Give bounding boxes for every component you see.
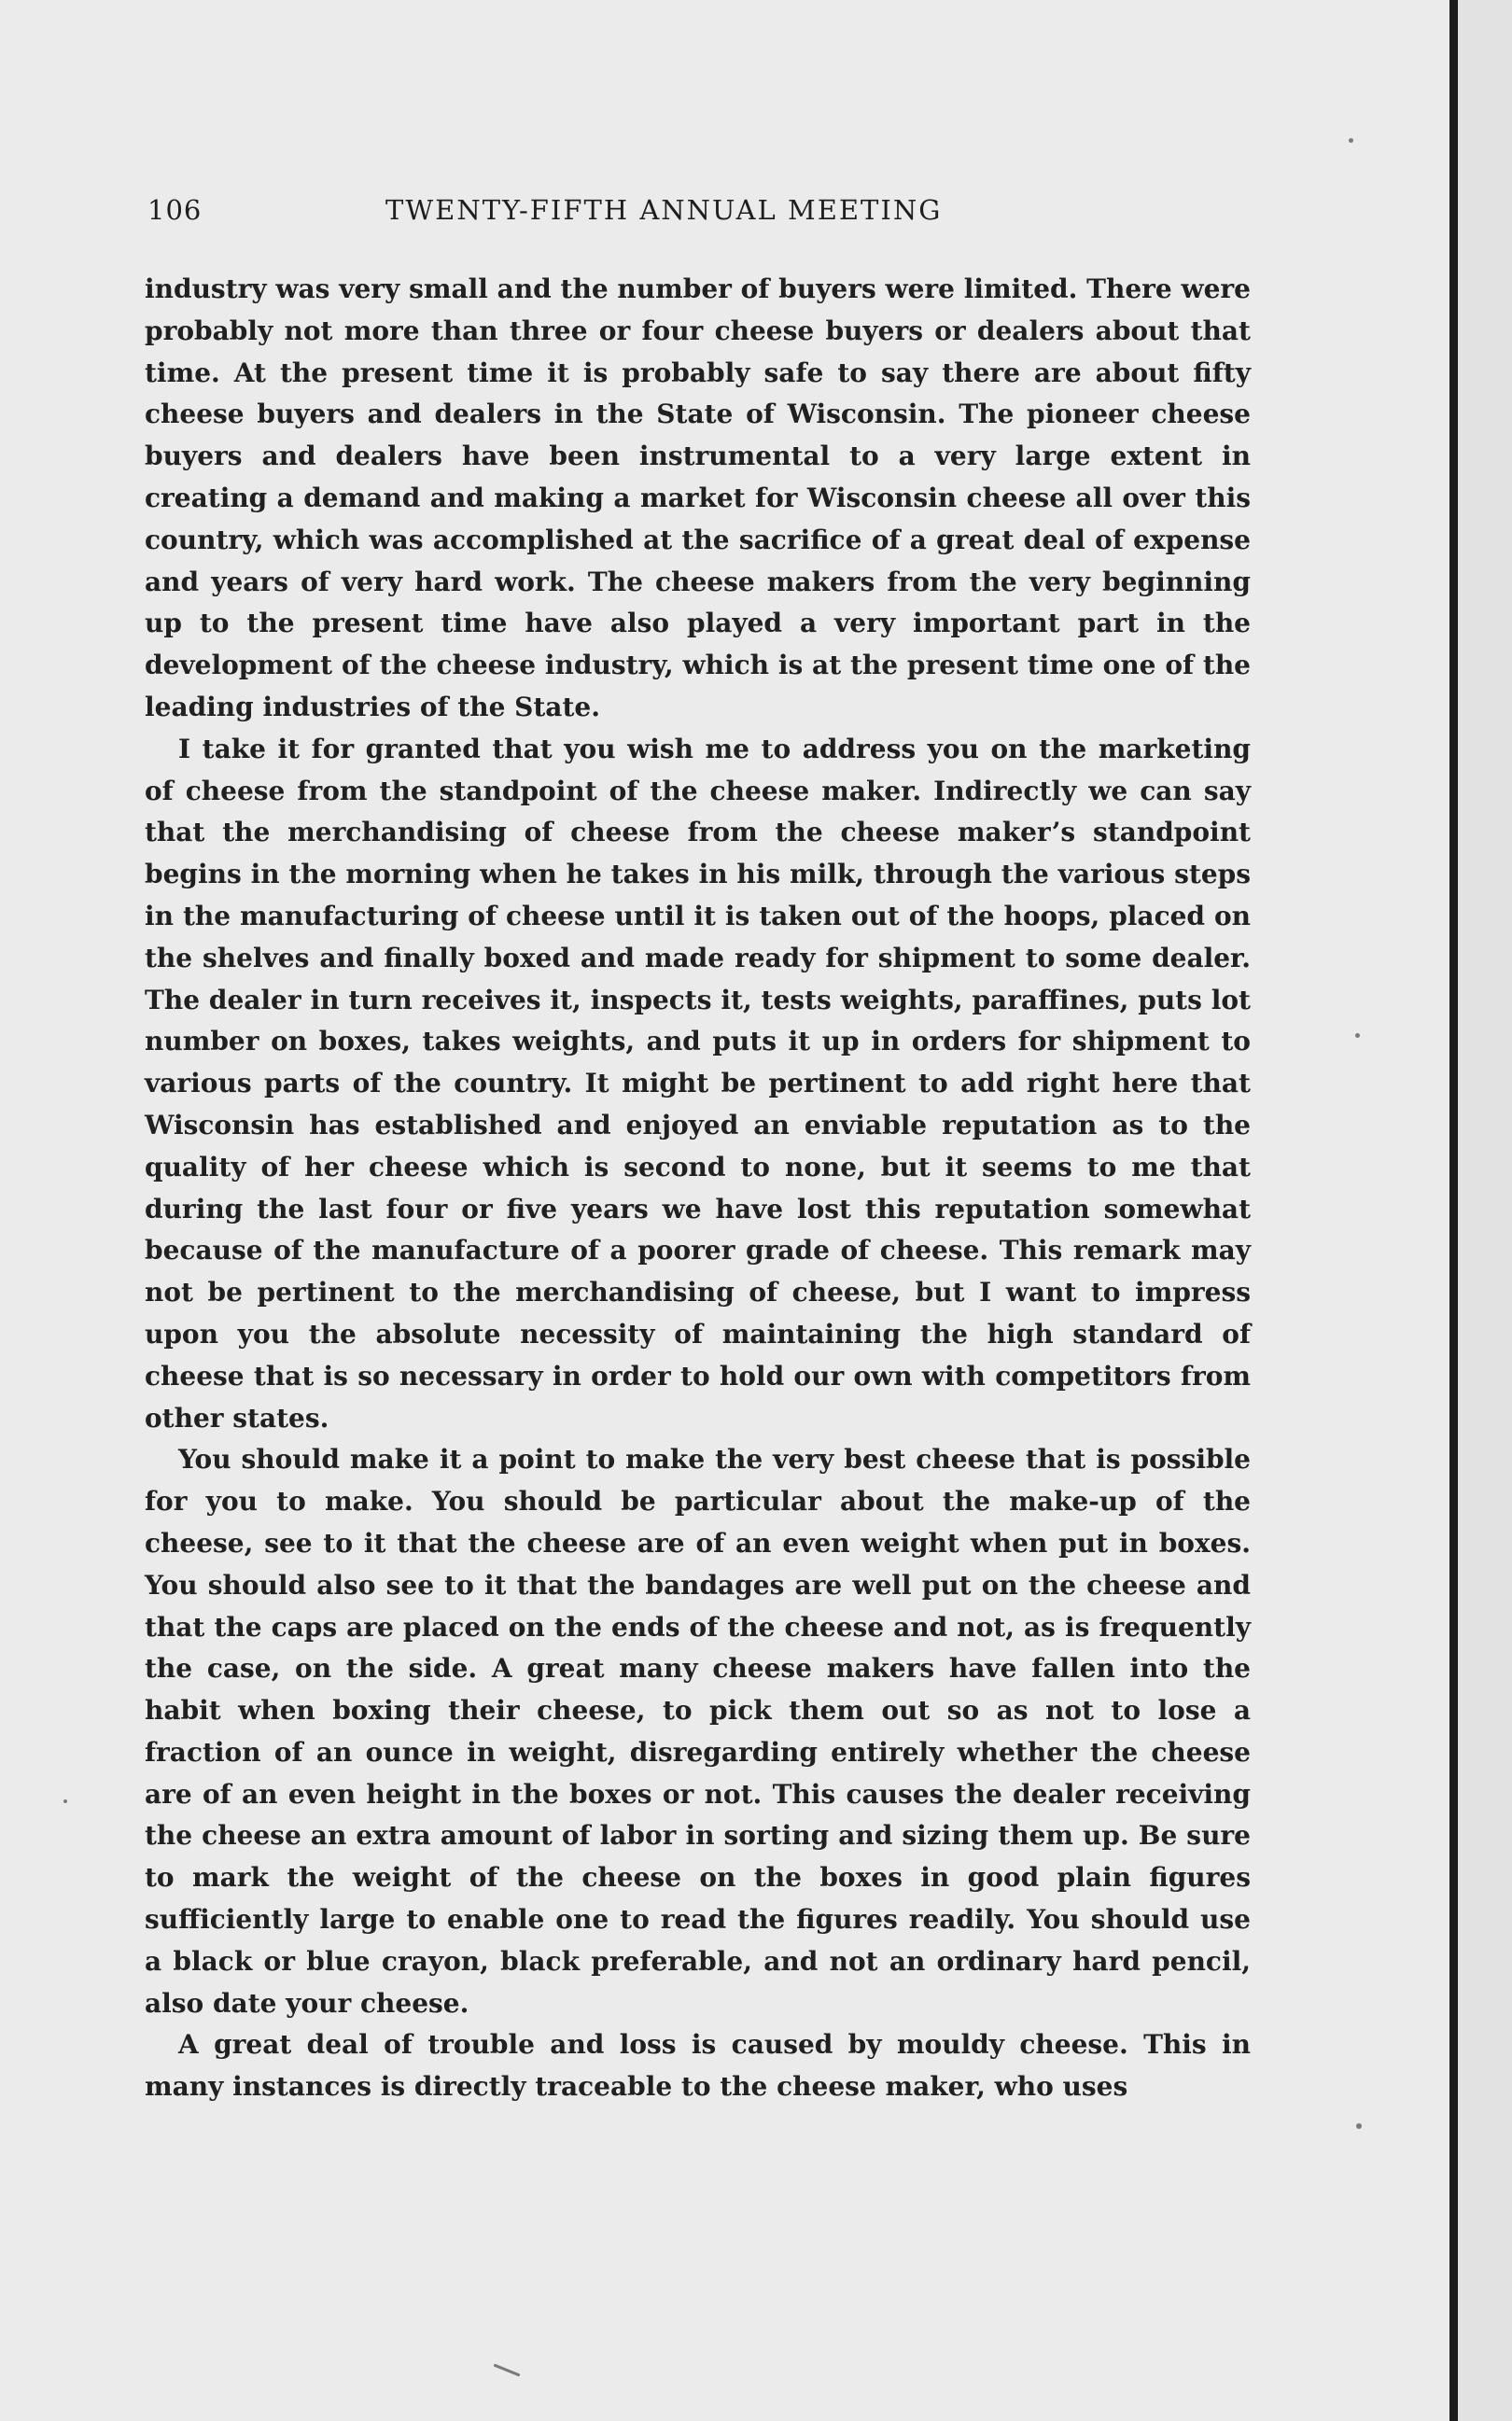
facing-page-margin (1458, 0, 1512, 2421)
paper-speck (63, 1799, 67, 1803)
body-text (145, 269, 1251, 2108)
paragraph-2: I take it for granted that you wish me to address you on the marketing of cheese from the standpoint of the cheese maker. Indirectly we can say that the merchandising of cheese from the cheese maker’s standpoint begins in the morning when he takes in his milk, through the various steps in the manufacturing of cheese until it is taken out of the hoops, placed on the shelves and finally boxed and made ready for shipment to some dealer. The dealer in turn receives it, inspects it, tests weights, paraffines, puts lot number on boxes, takes weights, and puts it up in orders for shipment to various parts of the country. It might be pertinent to add right here that Wisconsin has established and enjoyed an enviable reputation as to the quality of her cheese which is second to none, but it seems to me that during the last four or five years we have lost this reputation somewhat because of the manufacture of a poorer grade of cheese. This remark may not be pertinent to the merchandising of cheese, but I want to impress upon you the absolute necessity of maintaining the high standard of cheese that is so necessary in order to hold our own with competitors from other states. (145, 733, 1251, 1434)
paragraph-4: A great deal of trouble and loss is caused by mouldy cheese. This in many instances is directly traceable to the cheese maker, who uses (145, 2029, 1251, 2103)
paper-speck (1349, 138, 1353, 143)
paragraph-1: industry was very small and the number of buyers were limited. There were probably not more than three or four cheese buyers or dealers about that time. At the present time it is probably safe to say there are about fifty cheese buyers and dealers in the State of Wisconsin. The pioneer cheese buyers and dealers have been instrumental to a very large extent in creating a demand and making a market for Wisconsin cheese all over this country, which was accomplished at the sacrifice of a great deal of expense and years of very hard work. The cheese makers from the very beginning up to the present time have also played a very important part in the development of the cheese industry, which is at the present time one of the leading industries of the State. (145, 273, 1251, 722)
paper-speck (1356, 2123, 1362, 2129)
running-head: TWENTY-FIFTH ANNUAL MEETING (385, 194, 943, 226)
paper-speck (494, 2363, 521, 2376)
page-number: 106 (147, 194, 203, 226)
page-header (147, 194, 1249, 239)
paper-speck (1355, 1033, 1360, 1038)
paragraph-3: You should make it a point to make the very best cheese that is possible for you to make. You should be particular about the make-up of the cheese, see to it that the cheese are of an even weight when put in boxes. You should also see to it that the bandages are well put on the cheese and that the caps are placed on the ends of the cheese and not, as is frequently the case, on the side. A great many cheese makers have fallen into the habit when boxing their cheese, to pick them out so as not to lose a fraction of an ounce in weight, disregarding entirely whether the cheese are of an even height in the boxes or not. This causes the dealer receiving the cheese an extra amount of labor in sorting and sizing them up. Be sure to mark the weight of the cheese on the boxes in good plain figures sufficiently large to enable one to read the figures readily. You should use a black or blue crayon, black preferable, and not an ordinary hard pencil, also date your cheese. (145, 1444, 1251, 2019)
page-edge-shadow (1449, 0, 1458, 2421)
